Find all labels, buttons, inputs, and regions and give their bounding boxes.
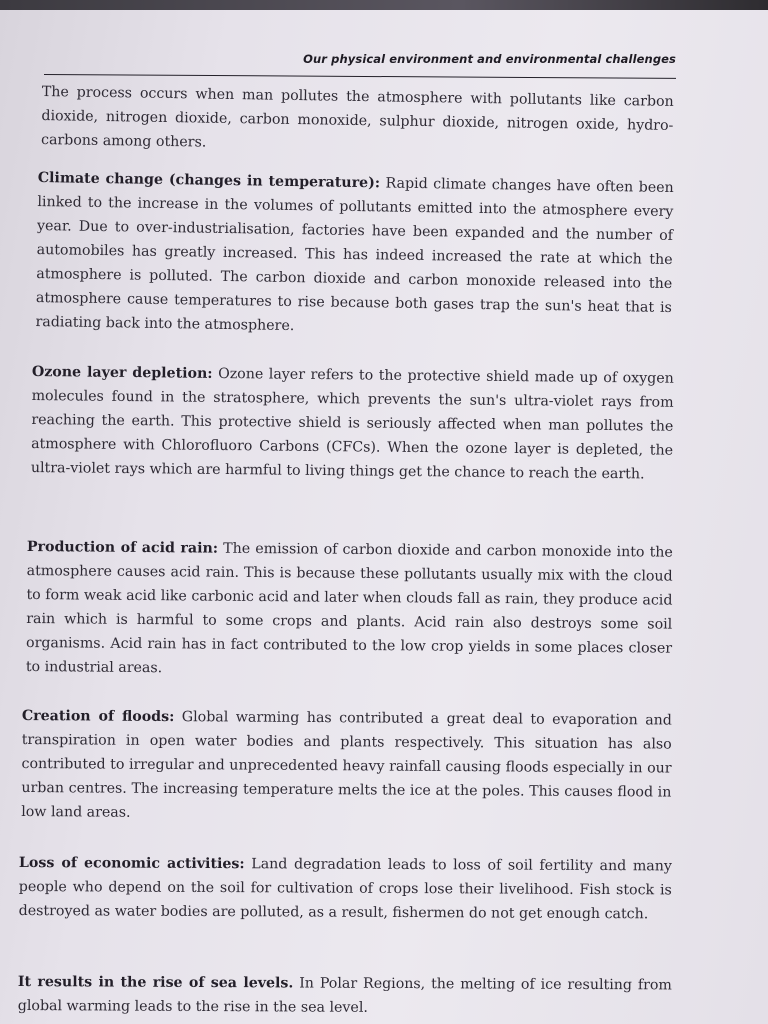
paragraph-text: Ozone layer refers to the protective shield made up of oxygen molecules found in the stratosphere, which prevents the sun's ultra-violet rays from reaching the earth. This protective shield is seriously affected when man pollutes the atmosphere with Chlorofluoro Carbons (CFCs). When the ozone layer is depleted, the ultra-violet rays which are harmful to living things get the chance to reach the earth. — [30, 365, 674, 483]
header-rule — [44, 74, 676, 79]
paragraph-text: The emission of carbon dioxide and carbon monoxide into the atmosphere causes acid rain. This is because these pollutants usually mix with the cloud to form weak acid like carbonic acid and later when clouds fall as rain, they produce acid rain which is harmful to some crops and plants. Acid rain also destroys some soil organisms. Acid rain has in fact contributed to the low crop yields in some places closer to industrial areas. — [25, 540, 673, 677]
paragraph-climate-change — [35, 166, 674, 344]
paragraph-text: In Polar Regions, the melting of ice resulting from global warming leads to the rise in the sea level. — [17, 975, 672, 1016]
page-top-shadow — [0, 0, 768, 10]
paragraph-lead: Ozone layer depletion: — [31, 363, 213, 382]
paragraph-lead: Creation of floods: — [21, 707, 175, 726]
paragraph-text: Global warming has contributed a great deal to evaporation and transpiration in open water bodies and plants respectively. This situation has also contributed to irregular and unprecedented heavy rainfall causing floods especially in our urban centres. The increasing temperature melts the ice at the poles. This causes flood in low land areas. — [21, 709, 672, 821]
paragraph-ozone-depletion — [31, 360, 674, 487]
paragraph-text: Land degradation leads to loss of soil fertility and many people who depend on the soil for cultivation of crops lose their livelihood. Fish stock is destroyed as water bodies are polluted, as a result, fishermen do not get enough catch. — [18, 856, 672, 923]
paragraph-text: The process occurs when man pollutes the atmosphere with pollutants like carbon dioxide, nitrogen dioxide, carbon monoxide, sulphur dioxide, nitrogen oxide, hydro-carbons among others. — [40, 83, 674, 151]
paragraph-lead: Loss of economic activities: — [18, 854, 245, 873]
paragraph-lead: Production of acid rain: — [26, 538, 219, 557]
paragraph-economic-loss — [19, 851, 672, 926]
paragraph-pollution-process — [41, 80, 674, 162]
paragraph-lead: Climate change (changes in temperature): — [37, 169, 381, 192]
paragraph-lead: It results in the rise of sea levels. — [17, 973, 294, 992]
paragraph-floods — [21, 704, 672, 829]
paragraph-acid-rain — [26, 535, 673, 685]
running-header: Our physical environment and environmental challenges — [303, 52, 676, 66]
paragraph-sea-levels — [18, 970, 672, 1021]
paragraph-text: Rapid climate changes have often been linked to the increase in the volumes of pollutants emitted into the atmosphere every year. Due to over-industrialisation, factories have been expanded and the number of automobiles has greatly increased. This has indeed increased the rate at which the atmosphere is polluted. The carbon dioxide and carbon monoxide released into the atmosphere cause temperatures to rise because both gases trap the sun's heat that is radiating back into the atmosphere. — [35, 175, 674, 335]
